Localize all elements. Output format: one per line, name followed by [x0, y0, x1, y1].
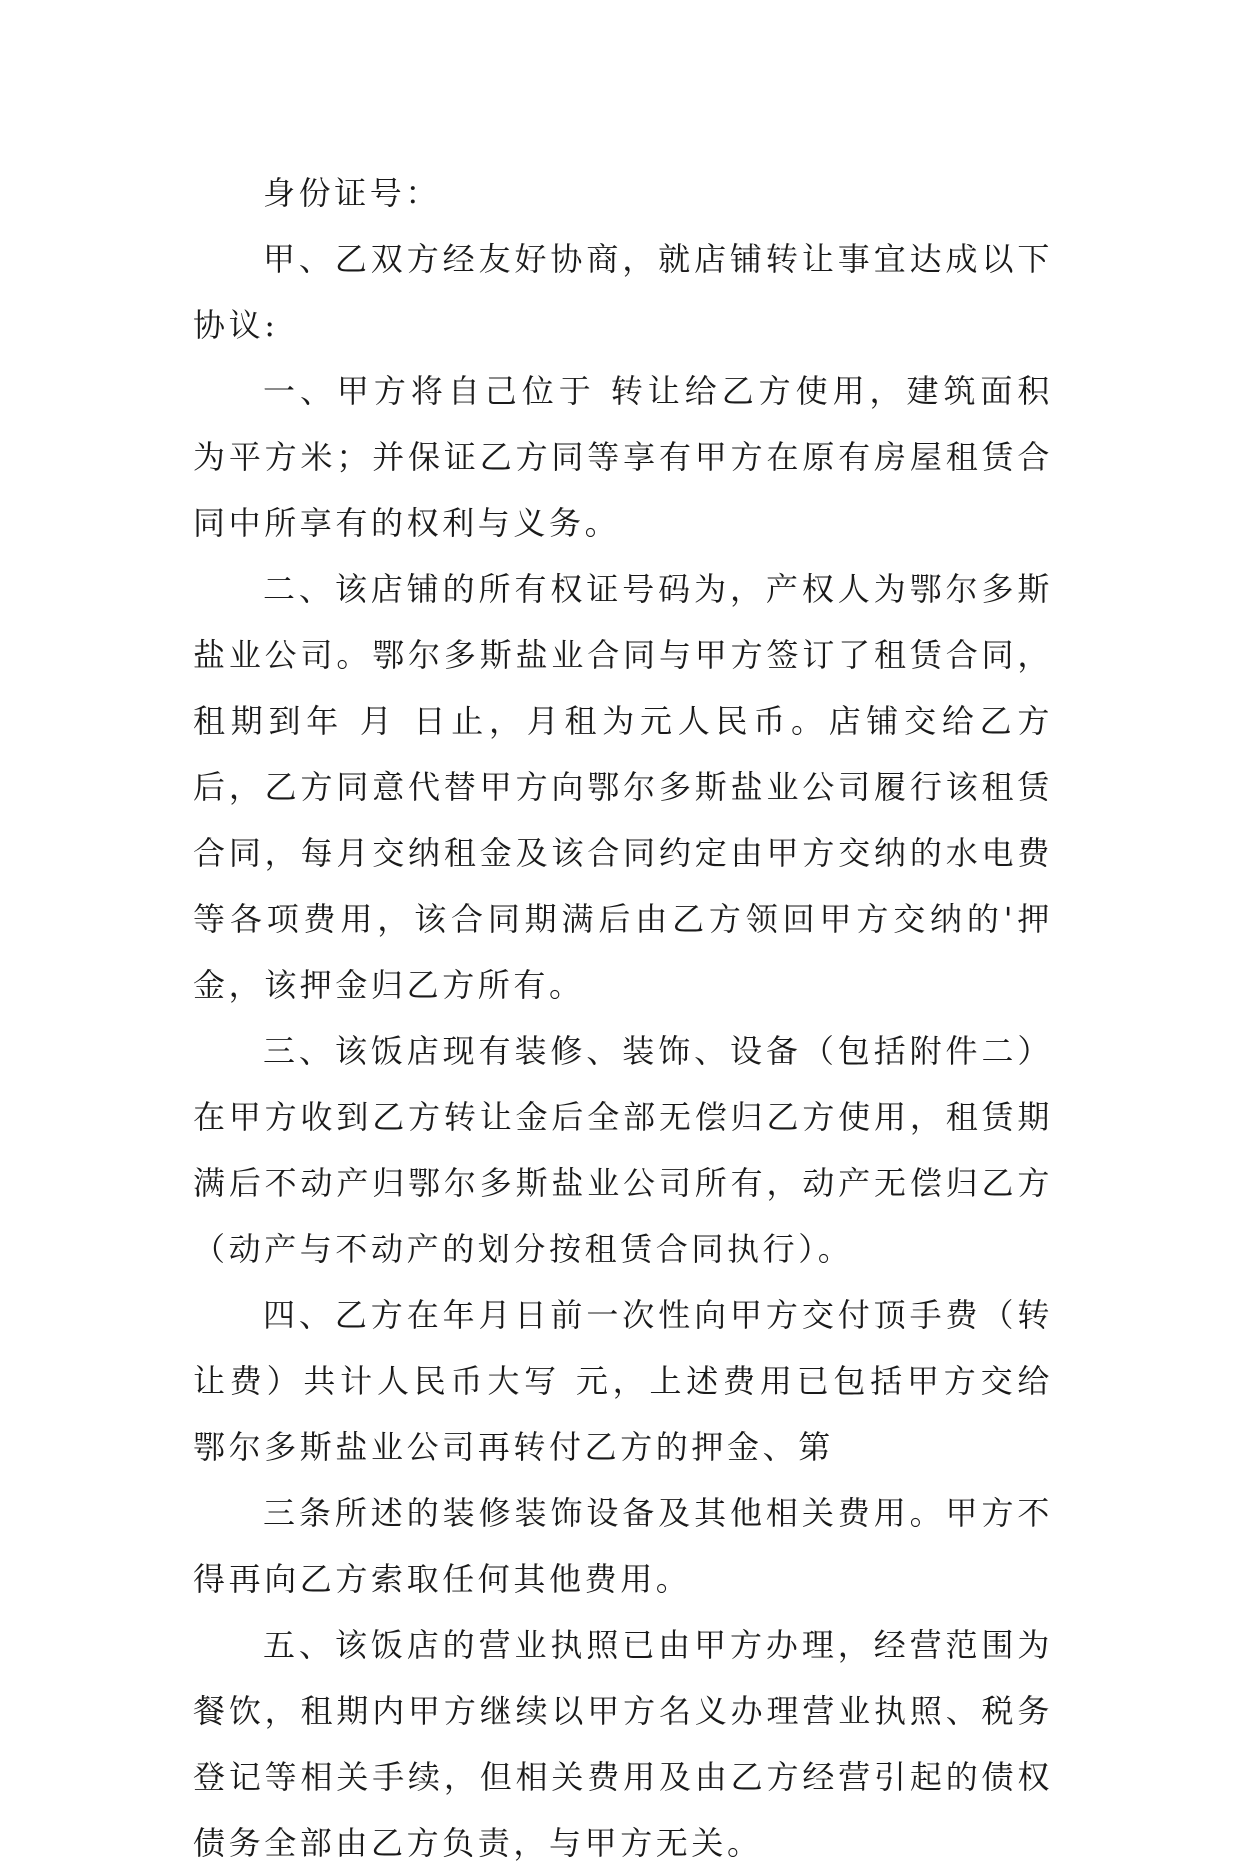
document-body [193, 160, 1053, 1876]
clause-4-continued: 三条所述的装修装饰设备及其他相关费用。甲方不得再向乙方索取任何其他费用。 [193, 1494, 1053, 1598]
clause-5: 五、该饭店的营业执照已由甲方办理，经营范围为餐饮，租期内甲方继续以甲方名义办理营业执照、税务登记等相关手续，但相关费用及由乙方经营引起的债权债务全部由乙方负责，与甲方无关。 [193, 1626, 1053, 1862]
clause-2: 二、该店铺的所有权证号码为，产权人为鄂尔多斯盐业公司。鄂尔多斯盐业合同与甲方签订了租赁合同，租期到年 月 日止，月租为元人民币。店铺交给乙方后，乙方同意代替甲方向鄂尔多斯盐业公司履行该租赁合同，每月交纳租金及该合同约定由甲方交纳的水电费等各项费用，该合同期满后由乙方领回甲方交纳的'押金，该押金归乙方所有。 [193, 570, 1053, 1004]
id-number-line: 身份证号： [263, 174, 442, 212]
agreement-intro: 甲、乙双方经友好协商，就店铺转让事宜达成以下协议: [193, 240, 1053, 344]
clause-1: 一、甲方将自己位于 转让给乙方使用，建筑面积为平方米；并保证乙方同等享有甲方在原有房屋租赁合同中所享有的权利与义务。 [193, 372, 1053, 542]
clause-4: 四、乙方在年月日前一次性向甲方交付顶手费（转让费）共计人民币大写 元，上述费用已包括甲方交给鄂尔多斯盐业公司再转付乙方的押金、第 [193, 1296, 1053, 1466]
clause-3: 三、该饭店现有装修、装饰、设备（包括附件二）在甲方收到乙方转让金后全部无偿归乙方使用，租赁期满后不动产归鄂尔多斯盐业公司所有，动产无偿归乙方（动产与不动产的划分按租赁合同执行）。 [193, 1032, 1053, 1268]
